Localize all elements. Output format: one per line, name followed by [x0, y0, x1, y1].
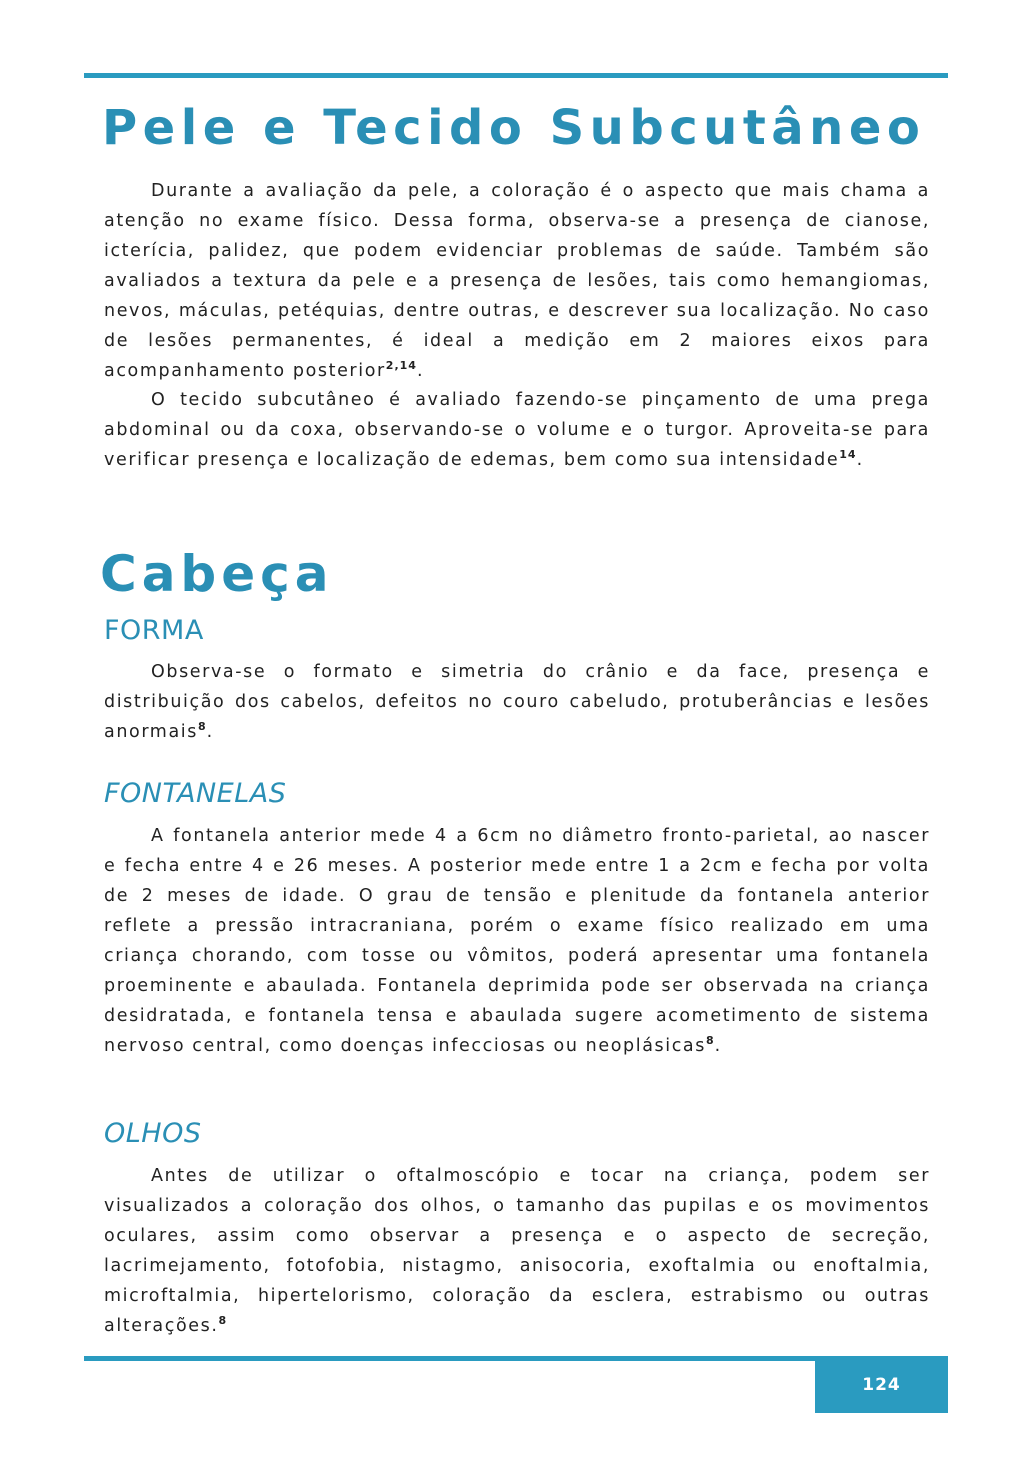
paragraph-forma [104, 657, 930, 747]
paragraph-olhos-text: Antes de utilizar o oftalmoscópio e tocar na criança, podem ser visualizados a coloração dos olhos, o tamanho das pupilas e os movimentos oculares, assim como observar a presença e o aspecto de secreção, lacrimejamento, fotofobia, nistagmo, anisocoria, exoftalmia ou enoftalmia, microftalmia, hipertelorismo, coloração da esclera, estrabismo ou outras alterações. [104, 1166, 930, 1336]
subheading-olhos: OLHOS [104, 1118, 202, 1149]
paragraph-subcutaneo [104, 385, 930, 475]
paragraph-end: . [714, 1036, 722, 1056]
reference-superscript: 8 [705, 1034, 715, 1048]
paragraph-end: . [856, 450, 864, 470]
paragraph-end: . [206, 722, 214, 742]
paragraph-olhos [104, 1161, 930, 1341]
page-number-box [815, 1356, 948, 1413]
section-title-pele: Pele e Tecido Subcutâneo [102, 100, 926, 156]
reference-superscript: 8 [197, 720, 207, 734]
section-title-cabeca: Cabeça [100, 545, 334, 603]
reference-superscript: 8 [218, 1314, 228, 1328]
paragraph-end: . [416, 361, 425, 381]
top-rule [84, 73, 948, 78]
paragraph-subcutaneo-text: O tecido subcutâneo é avaliado fazendo-se pinçamento de uma prega abdominal ou da coxa, observando-se o volume e o turgor. Aproveita-se para verificar presença e localização de edemas, bem como sua intensidade [104, 390, 930, 470]
subheading-fontanelas: FONTANELAS [104, 778, 287, 809]
reference-superscript: 2,14 [385, 359, 417, 373]
paragraph-pele-text: Durante a avaliação da pele, a coloração é o aspecto que mais chama a atenção no exame físico. Dessa forma, observa-se a presença de cianose, icterícia, palidez, que podem evidenciar problemas de saúde. Também são avaliados a textura da pele e a presença de lesões, tais como hemangiomas, nevos, máculas, petéquias, dentre outras, e descrever sua localização. No caso de lesões permanentes, é ideal a medição em 2 maiores eixos para acompanhamento posterior [104, 181, 930, 381]
paragraph-fontanelas [104, 821, 930, 1061]
page-number: 124 [862, 1374, 901, 1395]
reference-superscript: 14 [839, 448, 857, 462]
paragraph-forma-text: Observa-se o formato e simetria do crânio e da face, presença e distribuição dos cabelos, defeitos no couro cabeludo, protuberâncias e lesões anormais [104, 662, 930, 742]
subheading-forma: FORMA [104, 615, 204, 646]
paragraph-fontanelas-text: A fontanela anterior mede 4 a 6cm no diâmetro fronto-parietal, ao nascer e fecha entre 4 e 26 meses. A posterior mede entre 1 a 2cm e fecha por volta de 2 meses de idade. O grau de tensão e plenitude da fontanela anterior reflete a pressão intracraniana, porém o exame físico realizado em uma criança chorando, com tosse ou vômitos, poderá apresentar uma fontanela proeminente e abaulada. Fontanela deprimida pode ser observada na criança desidratada, e fontanela tensa e abaulada sugere acometimento de sistema nervoso central, como doenças infecciosas ou neoplásicas [104, 826, 930, 1056]
paragraph-pele [104, 176, 930, 386]
